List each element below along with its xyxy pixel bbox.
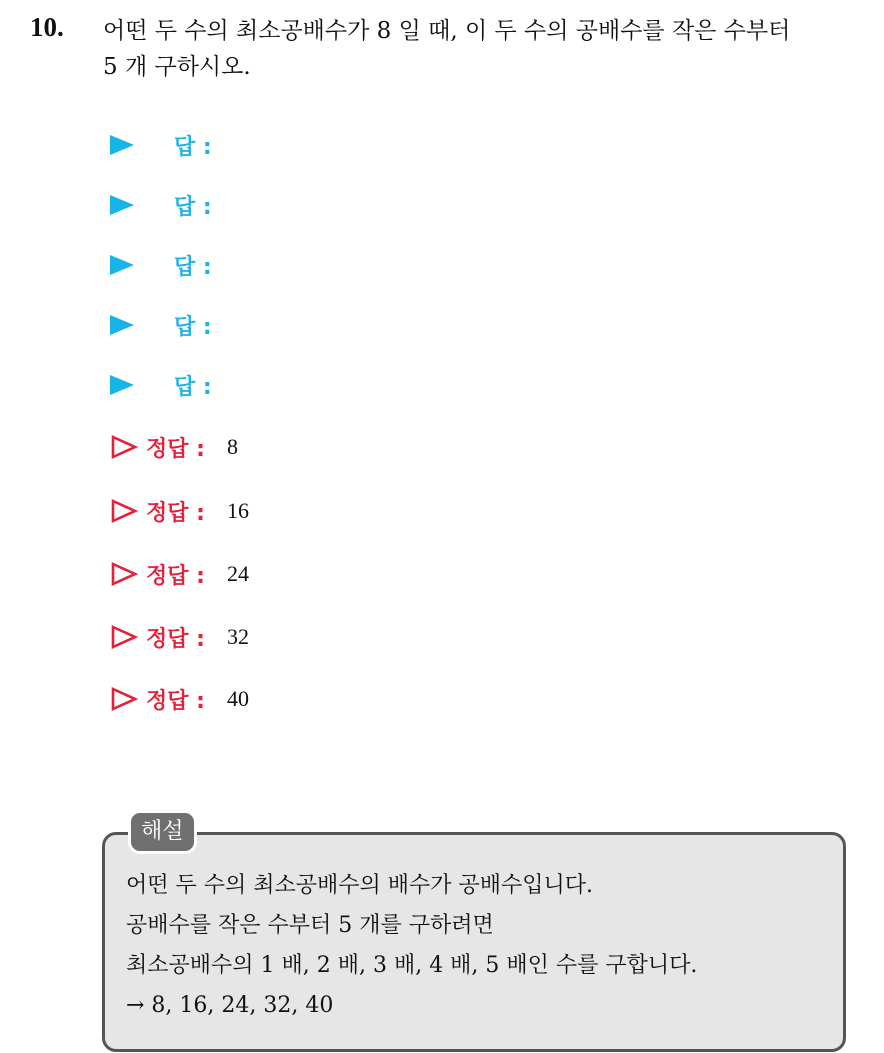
correct-value: 16	[226, 498, 249, 523]
outline-triangle-icon	[110, 686, 138, 712]
answer-row[interactable]	[110, 188, 212, 222]
play-triangle-icon	[110, 375, 134, 395]
explanation-line: 공배수를 작은 수부터 5 개를 구하려면	[126, 913, 494, 938]
answer-label: 답 :	[174, 254, 212, 280]
answer-label: 답 :	[174, 194, 212, 220]
answer-row[interactable]	[110, 308, 212, 342]
correct-label: 정답 :	[146, 688, 205, 714]
correct-label: 정답 :	[146, 563, 205, 589]
correct-answer-row	[110, 557, 249, 591]
question-number: 10.	[30, 12, 64, 42]
play-triangle-icon	[110, 195, 134, 215]
outline-triangle-icon	[110, 498, 138, 524]
answer-row[interactable]	[110, 128, 212, 162]
correct-label: 정답 :	[146, 626, 205, 652]
correct-answer-row	[110, 494, 249, 528]
correct-answer-row	[110, 620, 249, 654]
play-triangle-icon	[110, 315, 134, 335]
explanation-line: 어떤 두 수의 최소공배수의 배수가 공배수입니다.	[126, 873, 594, 898]
question-text	[103, 13, 873, 85]
correct-answer-row	[110, 682, 249, 716]
outline-triangle-icon	[110, 434, 138, 460]
explanation-text	[126, 866, 826, 1026]
question-line-1: 어떤 두 수의 최소공배수가 8 일 때, 이 두 수의 공배수를 작은 수부터	[103, 18, 791, 44]
answer-row[interactable]	[110, 368, 212, 402]
outline-triangle-icon	[110, 561, 138, 587]
correct-value: 8	[226, 434, 238, 459]
explanation-line: → 8, 16, 24, 32, 40	[126, 993, 334, 1018]
question-line-2: 5 개 구하시오.	[103, 54, 251, 80]
correct-value: 24	[226, 561, 249, 586]
explanation-tag: 해설	[128, 810, 197, 854]
correct-label: 정답 :	[146, 436, 205, 462]
correct-value: 40	[226, 686, 249, 711]
answer-label: 답 :	[174, 134, 212, 160]
outline-triangle-icon	[110, 624, 138, 650]
answer-row[interactable]	[110, 248, 212, 282]
answer-label: 답 :	[174, 374, 212, 400]
play-triangle-icon	[110, 135, 134, 155]
answer-label: 답 :	[174, 314, 212, 340]
correct-label: 정답 :	[146, 500, 205, 526]
play-triangle-icon	[110, 255, 134, 275]
explanation-line: 최소공배수의 1 배, 2 배, 3 배, 4 배, 5 배인 수를 구합니다.	[126, 953, 698, 978]
correct-value: 32	[226, 624, 249, 649]
correct-answer-row	[110, 430, 238, 464]
